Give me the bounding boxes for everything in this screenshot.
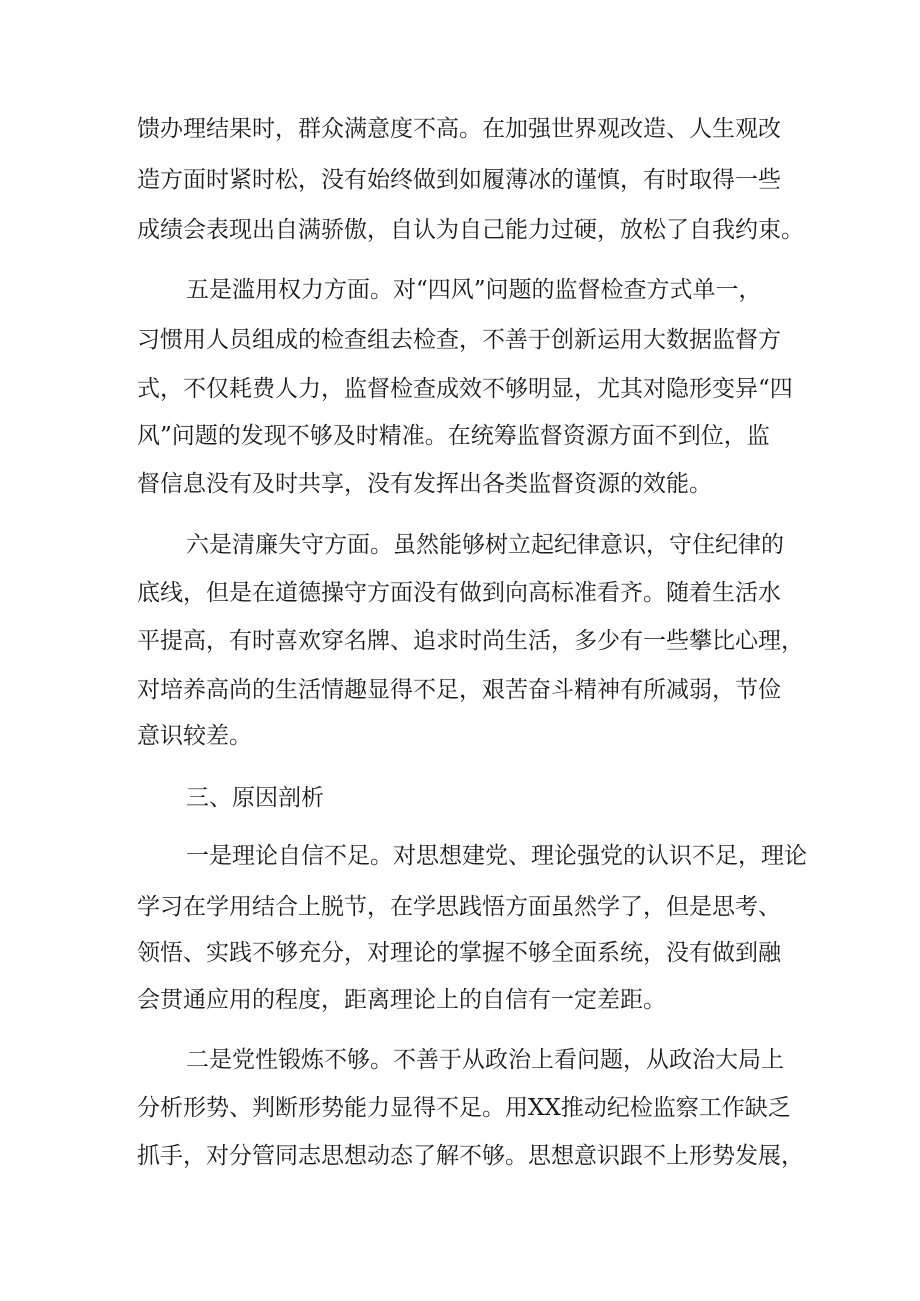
text-line: 抓手，对分管同志思想动态了解不够。思想意识跟不上形势发展， [137, 1143, 804, 1169]
text-line: 督信息没有及时共享，没有发挥出各类监督资源的效能。 [137, 471, 712, 497]
text-line: 风”问题的发现不够及时精准。在统筹监督资源方面不到位，监 [137, 423, 770, 449]
text-line: 馈办理结果时，群众满意度不高。在加强世界观改造、人生观改 [137, 116, 781, 142]
text-line: 领悟、实践不够充分，对理论的掌握不够全面系统，没有做到融 [137, 940, 781, 966]
section-heading: 三、原因剖析 [186, 785, 324, 811]
text-line: 平提高，有时喜欢穿名牌、追求时尚生活，多少有一些攀比心理， [137, 628, 804, 654]
text-line: 造方面时紧时松，没有始终做到如履薄冰的谨慎，有时取得一些 [137, 167, 781, 193]
text-line: 二是党性锻炼不够。不善于从政治上看问题，从政治大局上 [186, 1047, 784, 1073]
text-line: 式，不仅耗费人力，监督检查成效不够明显，尤其对隐形变异“四 [137, 376, 793, 402]
text-line: 会贯通应用的程度，距离理论上的自信有一定差距。 [137, 987, 666, 1013]
text-line: 成绩会表现出自满骄傲，自认为自己能力过硬，放松了自我约束。 [137, 217, 804, 243]
text-line: 对培养高尚的生活情趣显得不足，艰苦奋斗精神有所减弱，节俭 [137, 677, 781, 703]
text-line: 五是滥用权力方面。对“四风”问题的监督检查方式单一， [186, 277, 762, 303]
text-line: 一是理论自信不足。对思想建党、理论强党的认识不足，理论 [186, 843, 807, 869]
text-line: 意识较差。 [137, 723, 252, 749]
text-line: 六是清廉失守方面。虽然能够树立起纪律意识，守住纪律的 [186, 532, 784, 558]
text-line: 学习在学用结合上脱节，在学思践悟方面虽然学了，但是思考、 [137, 894, 781, 920]
text-line: 分析形势、判断形势能力显得不足。用XX推动纪检监察工作缺乏 [137, 1095, 791, 1121]
text-line: 习惯用人员组成的检查组去检查，不善于创新运用大数据监督方 [137, 327, 781, 353]
text-line: 底线，但是在道德操守方面没有做到向高标准看齐。随着生活水 [137, 580, 781, 606]
